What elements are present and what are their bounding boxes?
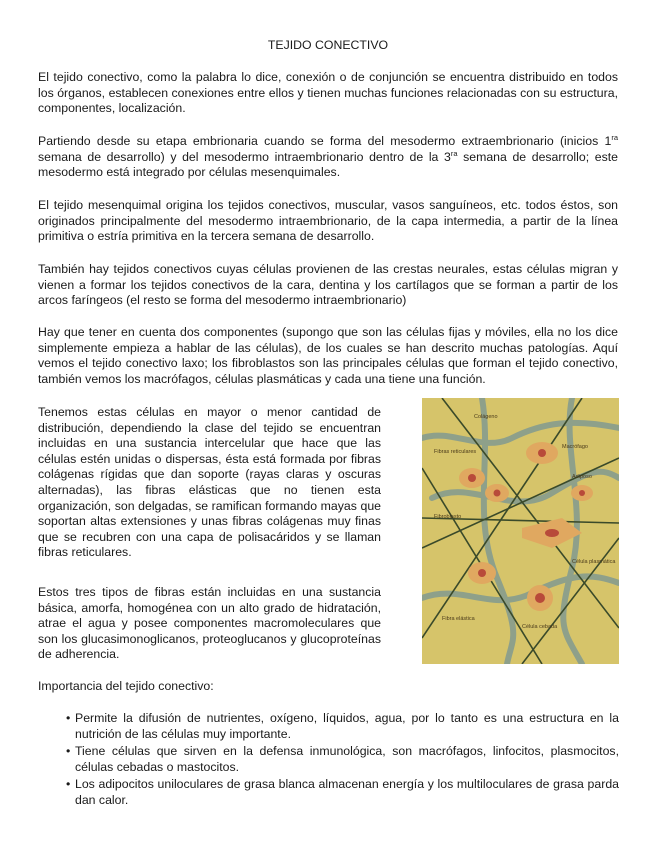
list-item: • Los adipocitos uniloculares de grasa blanca almacenan energía y los multiloculares de grasa parda dan calor. (66, 777, 619, 808)
label-elastic: Fibra elástica (442, 616, 475, 622)
superscript: ra (450, 148, 458, 158)
list-item: • Permite la difusión de nutrientes, oxígeno, líquidos, agua, por lo tanto es una estructura en la nutrición de las células muy importante. (66, 711, 619, 742)
paragraph-components: Hay que tener en cuenta dos componentes (supongo que son las células fijas y móviles, ella no los dice simplemente empieza a hablar de las células), de los cuales se han descrito muchas patologías. Aquí vemos el tejido conectivo laxo; los fibroblastos son las principales células que forman el tejido conectivo, también vemos los macrófagos, células plasmáticas y cada una tiene una función. (38, 325, 618, 386)
label-mast: Célula cebada (522, 624, 558, 630)
label-macrophage: Macrófago (562, 444, 588, 450)
label-adipose: Adiposo (572, 474, 592, 480)
paragraph-importance: Importancia del tejido conectivo: (38, 679, 214, 693)
paragraph-intro: El tejido conectivo, como la palabra lo dice, conexión o de conjunción se encuentra distribuido en todos los órganos, establecen conexiones entre ellos y tienen muchas funciones relacionadas con su estructura, componentes, localización. (38, 70, 618, 116)
connective-tissue-illustration (422, 398, 619, 664)
label-fibroblast: Fibroblasto (434, 514, 462, 520)
paragraph-cells: Tenemos estas células en mayor o menor cantidad de distribución, dependiendo la clase del tejido se encuentran incluidas en una sustancia intercelular que hace que las células estén unidas o dispersas, ésta está formada por fibras colágenas rígidas que dan soporte (rayas claras y oscuras alternadas), las fibras elásticas que no tienen esta organización, son delgadas, se ramifican formando mayas que soportan altas extensiones y unas fibras colágenas muy finas que se recubren con una capa de polisacáridos y se llaman fibras reticulares. (38, 405, 381, 560)
superscript: ra (611, 133, 618, 142)
paragraph-fibers: Estos tres tipos de fibras están incluidas en una sustancia básica, amorfa, homogénea con un alto grado de hidratación, atrae el agua y posee componentes macromoleculares que son los glucasimonoglicanos, proteoglucanos y glucoproteínas de adherencia. (38, 585, 381, 662)
paragraph-embryonic: Partiendo desde su etapa embrionaria cuando se forma del mesodermo extraembrionario (inicios $1^{ra}$ semana de desarrollo) y del mesodermo intraembrionario dentro de la $3^{ra}$ semana de desarrollo; este mesodermo está integrado por células mesenquimales. (38, 133, 618, 180)
label-reticular: Fibras reticulares (434, 449, 477, 455)
label-collagen: Colágeno (474, 414, 498, 420)
paragraph-neural-crest: También hay tejidos conectivos cuyas células provienen de las crestas neurales, estas células migran y vienen a formar los tejidos conectivos de la cara, dentina y los cartílagos que se forman a partir de los arcos faríngeos (el resto se forma del mesodermo intraembrionario) (38, 262, 618, 308)
importance-list (66, 711, 619, 811)
label-plasma: Célula plasmática (572, 559, 616, 565)
paragraph-mesenchymal: El tejido mesenquimal origina los tejidos conectivos, muscular, vasos sanguíneos, etc. todos éstos, son originados principalmente del mesodermo intraembrionario, de la capa intermedia, a partir de la línea primitiva o estría primitiva en la tercera semana de desarrollo. (38, 198, 618, 244)
page-title: TEJIDO CONECTIVO (267, 38, 389, 52)
tissue-svg (422, 398, 619, 664)
list-item: • Tiene células que sirven en la defensa inmunológica, son macrófagos, linfocitos, plasmocitos, células cebadas o mastocitos. (66, 744, 619, 775)
